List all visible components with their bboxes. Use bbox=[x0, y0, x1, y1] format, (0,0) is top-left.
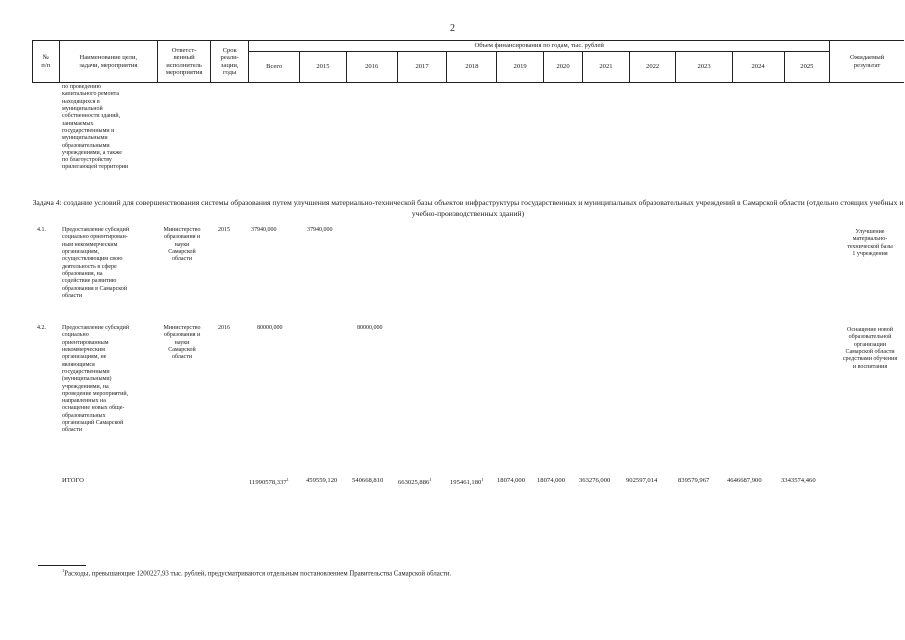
footnote-mark: 1 bbox=[62, 568, 65, 573]
total-2024: 4646687,900 bbox=[727, 477, 762, 484]
header-year: 2025 bbox=[784, 52, 830, 83]
header-year: 2016 bbox=[346, 52, 397, 83]
header-year: 2015 bbox=[300, 52, 347, 83]
task-4-heading: Задача 4: создание условий для совершенствования системы образования путем улучшения материально-технической базы объектов инфраструктуры государственных и муниципальных образовательных учреждений в Самарской области (отдельно стоящих учебных и учебно-производственных зданий) bbox=[32, 198, 904, 218]
header-year: 2024 bbox=[732, 52, 784, 83]
row-name: Предоставление субсидий социально ориентирован- ным некоммерческим организациям, осуществляющим свою деятельность в сфере образования, на содействие развитию образования в Самарской области bbox=[62, 227, 130, 299]
header-term: Срок реали- зации, годы bbox=[211, 41, 249, 83]
footnote-ref: 1 bbox=[286, 477, 289, 482]
total-2015: 459559,120 bbox=[306, 477, 338, 484]
row-responsible: Министерство образования и науки Самарской области bbox=[163, 227, 201, 263]
footnote-ref: 1 bbox=[429, 477, 432, 482]
total-row bbox=[32, 477, 832, 489]
row-responsible: Министерство образования и науки Самарской области bbox=[163, 325, 201, 361]
total-2022: 902597,014 bbox=[626, 477, 658, 484]
header-name: Наименование цели, задачи, мероприятия bbox=[59, 41, 158, 83]
continuation-text: по проведению капитального ремонта находящихся в муниципальной собственности зданий, занимаемых государственными и муниципальными образовательными учреждениями, а также по благоустройству прилегающей территории bbox=[62, 84, 129, 171]
total-label: ИТОГО bbox=[62, 477, 84, 484]
table-header bbox=[32, 40, 904, 83]
header-funding: Объем финансирования по годам, тыс. рублей bbox=[249, 41, 830, 52]
row-number: 4.1. bbox=[37, 227, 46, 233]
header-year: 2019 bbox=[497, 52, 544, 83]
header-year: 2021 bbox=[583, 52, 630, 83]
header-num: № п/п bbox=[33, 41, 60, 83]
row-term: 2016 bbox=[218, 325, 230, 331]
total-2018: 195461,180$^1$ bbox=[450, 477, 484, 487]
total-2016: 540668,810 bbox=[352, 477, 384, 484]
footnote bbox=[62, 568, 451, 577]
row-value-2016: 80000,000 bbox=[357, 325, 383, 331]
header-responsible: Ответст- венный исполнитель мероприятия bbox=[158, 41, 211, 83]
header-year: 2023 bbox=[676, 52, 732, 83]
header-result: Ожидаемый результат bbox=[830, 41, 904, 83]
page-number: 2 bbox=[450, 23, 455, 34]
total-2021: 363276,000 bbox=[579, 477, 611, 484]
total-2020: 18074,000 bbox=[537, 477, 566, 484]
total-sum: 11990578,337$^1$ bbox=[249, 477, 289, 487]
header-year: 2022 bbox=[629, 52, 676, 83]
row-result: Оснащение новой образовательной организации Самарской области средствами обучения и воспитания bbox=[842, 327, 898, 370]
row-total: 37940,000 bbox=[251, 227, 277, 233]
total-2019: 18074,000 bbox=[497, 477, 526, 484]
header-total: Всего bbox=[249, 52, 300, 83]
total-2023: 839579,967 bbox=[678, 477, 710, 484]
total-2025: 3343574,460 bbox=[781, 477, 816, 484]
row-value-2015: 37940,000 bbox=[307, 227, 333, 233]
footnote-separator bbox=[38, 565, 86, 566]
row-result: Улучшение материально- технической базы 1 учреждения bbox=[847, 229, 893, 257]
total-2017: 663025,886$^1$ bbox=[398, 477, 432, 487]
row-number: 4.2. bbox=[37, 325, 46, 331]
footnote-ref: 1 bbox=[481, 477, 484, 482]
row-term: 2015 bbox=[218, 227, 230, 233]
header-year: 2018 bbox=[447, 52, 497, 83]
header-year: 2020 bbox=[543, 52, 582, 83]
row-total: 80000,000 bbox=[257, 325, 283, 331]
footnote-text: Расходы, превышающие 1200227,93 тыс. рублей, предусматриваются отдельным постановлением Правительства Самарской области. bbox=[64, 570, 452, 578]
row-name: Предоставление субсидий социально ориентированным некоммерческим организациям, не являющимся государственными (муниципальными) учреждениями, на проведение мероприятий, направленных на оснащение новых обще- образовательных организаций Самарской области bbox=[62, 325, 130, 434]
header-year: 2017 bbox=[397, 52, 447, 83]
